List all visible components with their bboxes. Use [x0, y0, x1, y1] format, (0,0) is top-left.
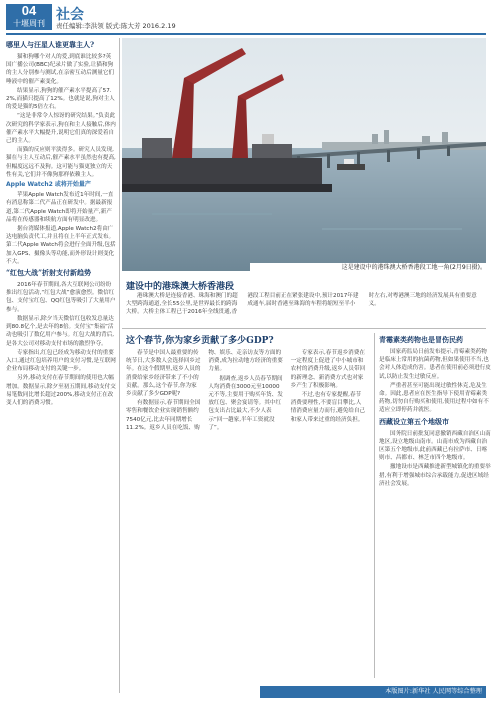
bridge-article-title: 建设中的港珠澳大桥香港段 — [126, 282, 235, 292]
paragraph: 港珠澳大桥是连接香港、珠海和澳门的超大型跨海通道,全长55公里,是世界最长的跨海大桥。大桥主体工程已于2016年全线贯通,香港段工程目前正在紧张建设中,预计2017年建成通车,届时香港至珠海的车程将缩短至半小时左右,对粤港澳三地的经济发展具有重要意义。 — [126, 293, 477, 315]
paragraph: 苹果Apple Watch发布近1年时间,一直有消息称第二代产品正在研发中。据最新报道,第二代Apple Watch即将开始量产,新产品将在传感器和续航方面有明显改进。 — [6, 192, 114, 223]
paragraph: 严重者甚至可能出现过敏性休克,危及生命。因此,患者应在医生指导下使用青霉素类药物,切勿自行购买和使用,使用过程中如有不适应立即停药并就医。 — [379, 382, 489, 414]
paper-name: 十堰周刊 — [13, 19, 45, 28]
header-rule — [6, 33, 486, 35]
article-title-penicillin: 青霉素类药物也是冒伤民药 — [379, 335, 463, 344]
paragraph: “这是非常令人惊讶的研究结果。”负责此次研究的科学家表示,狗在和主人接触后,体内催产素水平大幅提升,说明它们真的深爱着自己的主人。 — [6, 113, 116, 145]
article-title-pets: 哪里人与汪星人谁更靠主人? — [6, 40, 95, 49]
paragraph: 据台湾媒体报道,Apple Watch2将由广达电脑负责代工,并且将在上半年正式发布。第二代Apple Watch将会进行全面升级,包括加入GPS、摄像头等功能,而外形设计则变化不大。 — [6, 226, 116, 265]
paragraph: 专家指出,红包已经成为移动支付的重要入口,通过红包培养用户的支付习惯,是互联网企业布局移动支付的关键一步。 — [6, 349, 116, 373]
paragraph: 结果显示,狗狗的催产素水平提高了57.2%,而猫只提高了12%。也就是说,狗对主人的爱是猫的5倍左右。 — [6, 87, 115, 111]
paragraph: 2016年春节期间,各大互联网公司纷纷推出红包活动,“红包大战”愈演愈烈。微信红包、支付宝红包、QQ红包等吸引了大量用户参与。 — [6, 282, 116, 313]
left-column — [6, 38, 120, 693]
article-title-tibet: 西藏设立第五个地级市 — [379, 416, 449, 426]
article-title-apple-watch: Apple Watch2 或将开始量产 — [6, 181, 91, 189]
editor-meta: 责任编辑:李洪领 版式:陈大芳 2016.2.19 — [56, 22, 176, 30]
section-title: 社会 — [56, 7, 84, 23]
paragraph: 另外,移动支付在春节期间的使用也大幅增加。数据显示,除夕至初五期间,移动支付交易笔数同比增长超过200%,移动支付正在改变人们的消费习惯。 — [6, 375, 116, 406]
bridge-article-body — [126, 292, 482, 324]
paragraph: 撤地设市是西藏推进新型城镇化的重要举措,有利于增强城市综合承载能力,促进区域经济社会发展。 — [379, 464, 491, 487]
paragraph: 春节是中国人最重要的传统节日,大多数人会选择回乡过年。在这个假期里,返乡人员的消费给家乡经济带来了不小的贡献。那么,这个春节,你为家乡贡献了多少GDP呢? — [126, 350, 201, 398]
gdp-article-title: 这个春节,你为家乡贡献了多少GDP? — [126, 336, 274, 346]
paragraph: 国务院日前批复同意撤销西藏自治区山南地区,设立地级山南市。山南市成为西藏自治区第五个地级市,此前西藏已有拉萨市、日喀则市、昌都市、林芝市四个地级市。 — [379, 430, 491, 462]
paragraph: 而猫的反应则平淡得多。研究人员发现,猫在与主人互动后,催产素水平虽然也有提高,但幅度远远不及狗。这可能与猫更独立的天性有关,它们并不像狗那样依赖主人。 — [6, 147, 116, 178]
page-footer: 本版图片:新华社 人民网等综合整理 — [260, 686, 486, 698]
page-number-box — [6, 4, 52, 30]
paragraph: 国家药监局日前发布提示,青霉素类药物是临床上常用的抗菌药物,但如果使用不当,也会对人体造成伤害。患者在使用前必须进行皮试,以防止发生过敏反应。 — [379, 349, 491, 380]
page-number: 04 — [21, 3, 37, 18]
paragraph: 数据显示,除夕当天微信红包收发总量达到80.8亿个,是去年的8倍。支付宝“集福”活动也吸引了数亿用户参与。红包大战的背后,是各大公司对移动支付市场的激烈争夺。 — [6, 315, 115, 347]
paragraph: 有数据显示,春节期间全国零售和餐饮企业实现销售额约7540亿元,比去年同期增长11.2%。返乡人员在吃饭、购物、娱乐、走亲访友等方面的消费,成为拉动地方经济的重要力量。 — [126, 350, 283, 431]
photo-caption: 这是建设中的港珠澳大桥香港段工地一角(2月9日摄)。 — [250, 263, 486, 273]
article-title-red-envelope: “红包大战”折射支付新趋势 — [6, 268, 92, 278]
paragraph: 专家表示,春节返乡消费在一定程度上促进了中小城市和农村的消费升级,返乡人员带回的新理念、新消费方式也对家乡产生了积极影响。 — [290, 350, 366, 389]
paragraph: 据调查,返乡人员春节期间人均消费在3000元至10000元不等,主要用于购买年货、发放红包、聚会宴请等。其中红包支出占比最大,不少人表示“回一趟家,半年工资就没了”。 — [208, 375, 283, 431]
paragraph: 不过,也有专家提醒,春节消费要理性,不要盲目攀比,人情消费应量力而行,避免给自己和家人带来过重的经济负担。 — [290, 392, 366, 423]
paragraph: 猫和狗哪个对人的爱,到底谁比较多?英国广播公司(BBC)纪录片做了实验,让猫和狗的主人分别参与测试,在亲密互动后测量它们唾液中的催产素变化。 — [6, 54, 115, 85]
section-divider — [122, 328, 486, 329]
right-column — [374, 333, 491, 678]
page-header — [6, 4, 486, 32]
gdp-article-body — [126, 349, 366, 679]
bridge-construction-photo — [122, 38, 486, 271]
